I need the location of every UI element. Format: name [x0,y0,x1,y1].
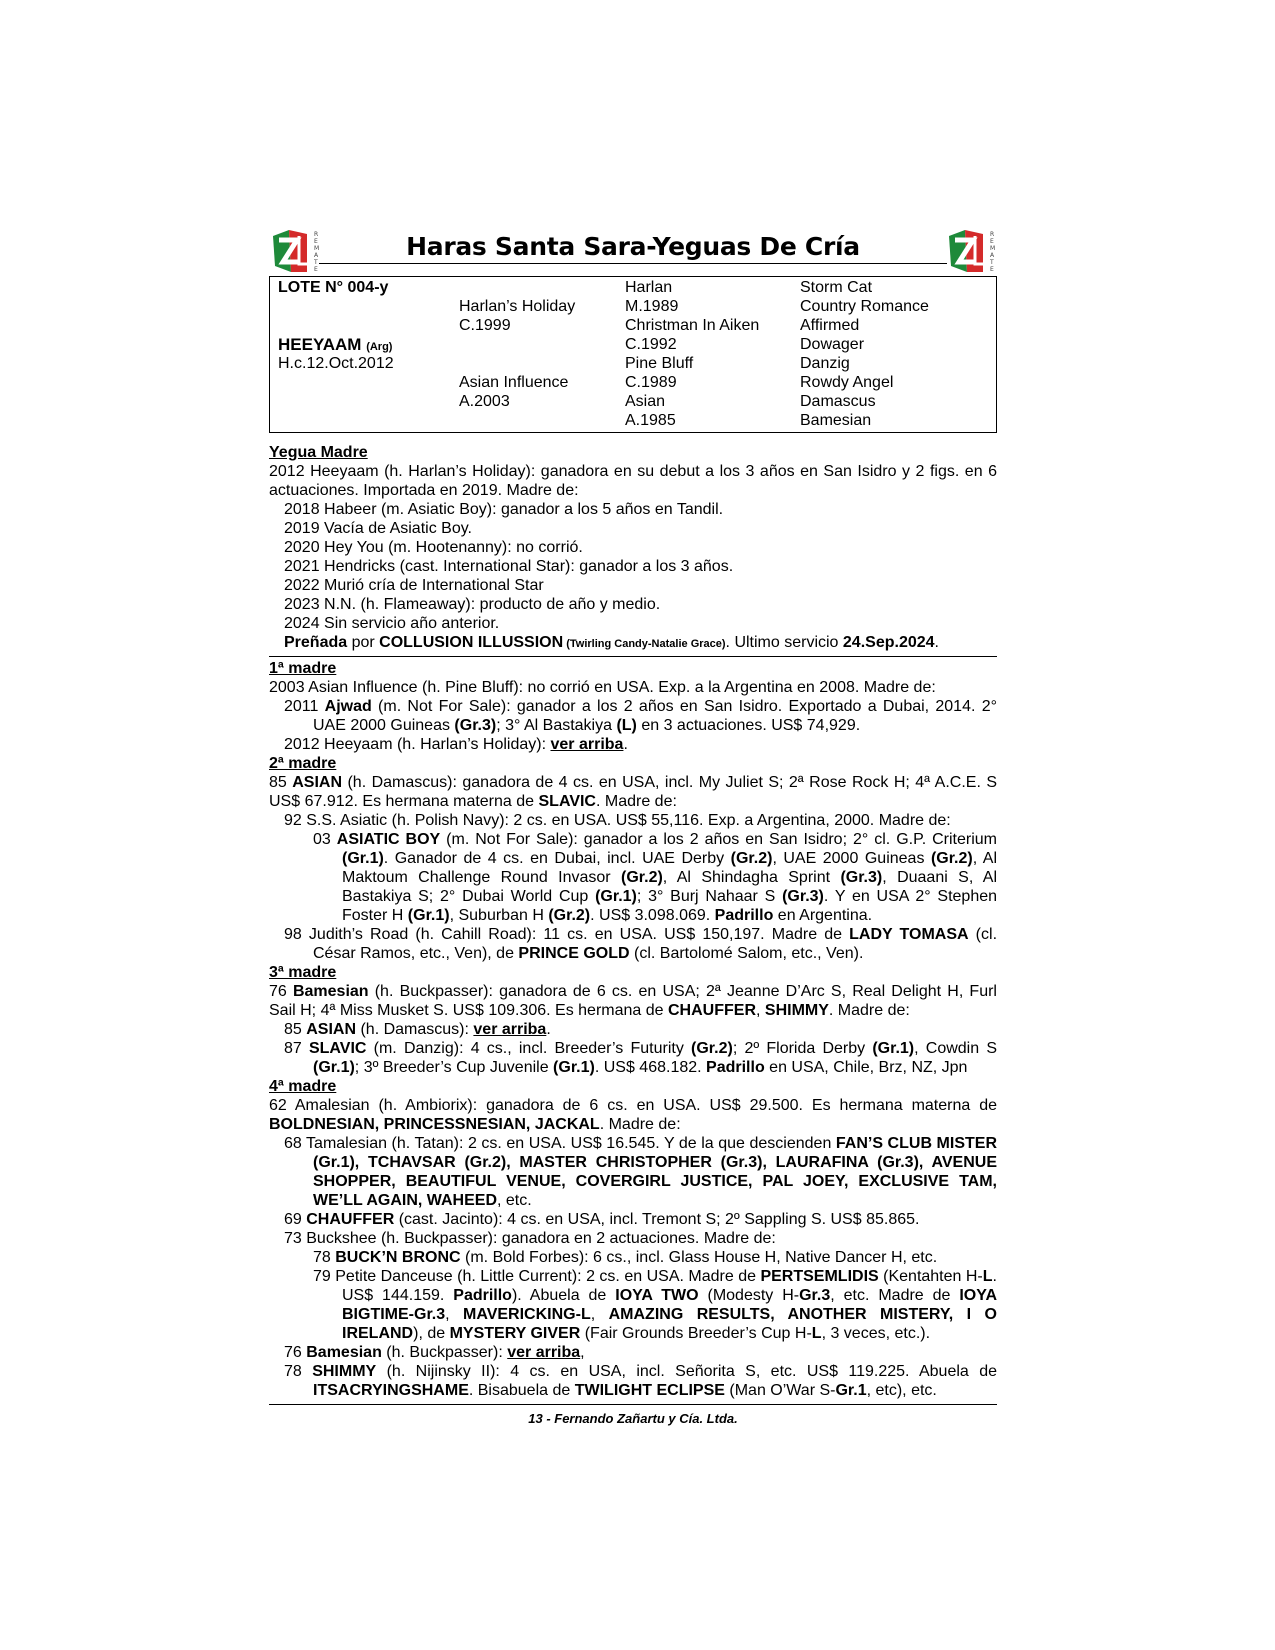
catalog-page [269,226,997,1426]
page-title: Haras Santa Sara-Yeguas De Cría [319,232,947,264]
sire-info: C.1999 [459,317,511,334]
section-title-3a-madre: 3ª madre [269,964,337,981]
list-item: 68 Tamalesian (h. Tatan): 2 cs. en USA. US$ 16.545. Y de la que descienden FAN’S CLUB MISTER (Gr.1), TCHAVSAR (Gr.2), MASTER CHRISTOPHER (Gr.3), LAURAFINA (Gr.3), AVENUE SHOPPER, BEAUTIFUL VENUE, COVERGIRL JUSTICE, PAL JOEY, EXCLUSIVE TAM, WE’LL AGAIN, WAHEED, etc. [284,1135,997,1209]
madre2-intro: 85 ASIAN (h. Damascus): ganadora de 4 cs. en USA, incl. My Juliet S; 2ª Rose Rock H; 4ª A.C.E. S US$ 67.912. Es hermana materna de SLAVIC. Madre de: [269,774,997,810]
page-footer: 13 - Fernando Zañartu y Cía. Ltda. [528,1411,738,1426]
section-divider [269,656,997,657]
pedigree-cell: Danzig [800,355,850,372]
svg-text:M: M [990,245,996,252]
list-item: 85 ASIAN (h. Damascus): ver arriba. [284,1021,551,1038]
svg-text:E: E [990,266,994,273]
svg-text:T: T [314,259,318,266]
pedigree-cell: C.1989 [625,374,677,391]
list-item: 2021 Hendricks (cast. International Star): ganador a los 3 años. [284,558,734,575]
list-item: 92 S.S. Asiatic (h. Polish Navy): 2 cs. en USA. US$ 55,116. Exp. a Argentina, 2000. Madre de: [284,812,951,829]
list-item: 87 SLAVIC (m. Danzig): 4 cs., incl. Breeder’s Futurity (Gr.2); 2º Florida Derby (Gr.1), Cowdin S (Gr.1); 3º Breeder’s Cup Juvenile (Gr.1). US$ 468.182. Padrillo en USA, Chile, Brz, NZ, Jpn [284,1040,997,1076]
horse-name: HEEYAAM (Arg) [278,335,393,354]
list-item: 78 BUCK’N BRONC (m. Bold Forbes): 6 cs., incl. Glass House H, Native Dancer H, etc. [313,1249,938,1266]
list-item: 98 Judith’s Road (h. Cahill Road): 11 cs. en USA. US$ 150,197. Madre de LADY TOMASA (cl. César Ramos, etc., Ven), de PRINCE GOLD (cl. Bartolomé Salom, etc., Ven). [284,926,998,962]
produce-record [269,443,997,1400]
list-item: 2022 Murió cría de International Star [284,577,544,594]
pedigree-cell: Bamesian [800,412,872,429]
section-title-yegua-madre: Yegua Madre [269,444,368,461]
list-item: 79 Petite Danceuse (h. Little Current): 2 cs. en USA. Madre de PERTSEMLIDIS (Kentahten H-L. US$ 144.159. Padrillo). Abuela de IOYA TWO (Modesty H-Gr.3, etc. Madre de IOYA BIGTIME-Gr.3, MAVERICKING-L, AMAZING RESULTS, ANOTHER MISTERY, I O IRELAND), de MYSTERY GIVER (Fair Grounds Breeder’s Cup H-L, 3 veces, etc.). [313,1268,998,1342]
yegua-intro: 2012 Heeyaam (h. Harlan’s Holiday): ganadora en su debut a los 3 años en San Isidro y 2 figs. en 6 actuaciones. Importada en 2019. Madre de: [269,463,997,499]
list-item: 2012 Heeyaam (h. Harlan’s Holiday): ver arriba. [284,736,628,753]
horse-info: H.c.12.Oct.2012 [278,355,394,372]
list-item: 2018 Habeer (m. Asiatic Boy): ganador a los 5 años en Tandil. [284,501,724,518]
list-item: 2024 Sin servicio año anterior. [284,615,500,632]
list-item: 76 Bamesian (h. Buckpasser): ver arriba, [284,1344,585,1361]
pedigree-table [269,276,997,433]
svg-text:E: E [314,238,318,245]
pedigree-great-grandparents-column [800,278,929,430]
pedigree-cell: Country Romance [800,298,929,315]
section-title-1a-madre: 1ª madre [269,660,337,677]
svg-text:R: R [990,231,995,238]
pedigree-cell: M.1989 [625,298,679,315]
svg-text:T: T [990,259,994,266]
pedigree-cell: Pine Bluff [625,355,694,372]
svg-text:E: E [314,266,318,273]
dam-info: A.2003 [459,393,510,410]
pedigree-cell: Rowdy Angel [800,374,894,391]
svg-text:R: R [314,231,319,238]
pedigree-cell: Harlan [625,279,673,296]
section-title-4a-madre: 4ª madre [269,1078,337,1095]
madre3-intro: 76 Bamesian (h. Buckpasser): ganadora de 6 cs. en USA; 2ª Jeanne D’Arc S, Real Delight H, Furl Sail H; 4ª Miss Musket S. US$ 109.306. Es hermana de CHAUFFER, SHIMMY. Madre de: [269,983,997,1019]
svg-text:M: M [314,245,320,252]
dam-name: Asian Influence [459,374,569,391]
pregnancy-status: Preñada por COLLUSION ILLUSSION (Twirling Candy-Natalie Grace). Ultimo servicio 24.Sep.2024. [284,634,939,651]
pedigree-cell: Damascus [800,393,876,410]
pedigree-cell: Dowager [800,336,865,353]
pedigree-cell: Storm Cat [800,279,873,296]
pedigree-cell: A.1985 [625,412,676,429]
svg-text:A: A [990,252,995,259]
list-item: 73 Buckshee (h. Buckpasser): ganadora en 2 actuaciones. Madre de: [284,1230,776,1247]
zl-remates-logo-left [269,226,321,276]
pedigree-grandparents-column [625,278,759,430]
pedigree-cell: Christman In Aiken [625,317,760,334]
lot-number: LOTE N° 004-y [278,279,389,296]
sire-name: Harlan’s Holiday [459,298,576,315]
list-item: 2011 Ajwad (m. Not For Sale): ganador a los 2 años en San Isidro. Exportado a Dubai, 2014. 2° UAE 2000 Guineas (Gr.3); 3° Al Bastakiya (L) en 3 actuaciones. US$ 74,929. [284,698,997,734]
footer-divider [269,1404,997,1405]
pedigree-parents-column [459,278,575,411]
list-item: 03 ASIATIC BOY (m. Not For Sale): ganador a los 2 años en San Isidro; 2° cl. G.P. Criterium (Gr.1). Ganador de 4 cs. en Dubai, incl. UAE Derby (Gr.2), UAE 2000 Guineas (Gr.2), Al Maktoum Challenge Round Invasor (Gr.2), Al Shindagha Sprint (Gr.3), Duaani S, Al Bastakiya S; 2° Dubai World Cup (Gr.1); 3° Burj Nahaar S (Gr.3). Y en USA 2° Stephen Foster H (Gr.1), Suburban H (Gr.2). US$ 3.098.069. Padrillo en Argentina. [313,831,998,924]
list-item: 78 SHIMMY (h. Nijinsky II): 4 cs. en USA, incl. Señorita S, etc. US$ 119.225. Abuela de ITSACRYINGSHAME. Bisabuela de TWILIGHT ECLIPSE (Man O’War S-Gr.1, etc), etc. [284,1363,997,1399]
pedigree-cell: Affirmed [800,317,860,334]
page-header [269,226,997,274]
pedigree-horse-column [278,278,394,373]
pedigree-cell: C.1992 [625,336,677,353]
list-item: 2019 Vacía de Asiatic Boy. [284,520,472,537]
zl-remates-logo-right [945,226,997,276]
madre1-intro: 2003 Asian Influence (h. Pine Bluff): no corrió en USA. Exp. a la Argentina en 2008. Madre de: [269,679,936,696]
list-item: 2020 Hey You (m. Hootenanny): no corrió. [284,539,583,556]
section-title-2a-madre: 2ª madre [269,755,337,772]
list-item: 2023 N.N. (h. Flameaway): producto de año y medio. [284,596,661,613]
svg-text:E: E [990,238,994,245]
pedigree-cell: Asian [625,393,666,410]
list-item: 69 CHAUFFER (cast. Jacinto): 4 cs. en USA, incl. Tremont S; 2º Sappling S. US$ 85.865. [284,1211,920,1228]
svg-text:A: A [314,252,319,259]
madre4-intro: 62 Amalesian (h. Ambiorix): ganadora de 6 cs. en USA. US$ 29.500. Es hermana materna de BOLDNESIAN, PRINCESSNESIAN, JACKAL. Madre de: [269,1097,997,1133]
